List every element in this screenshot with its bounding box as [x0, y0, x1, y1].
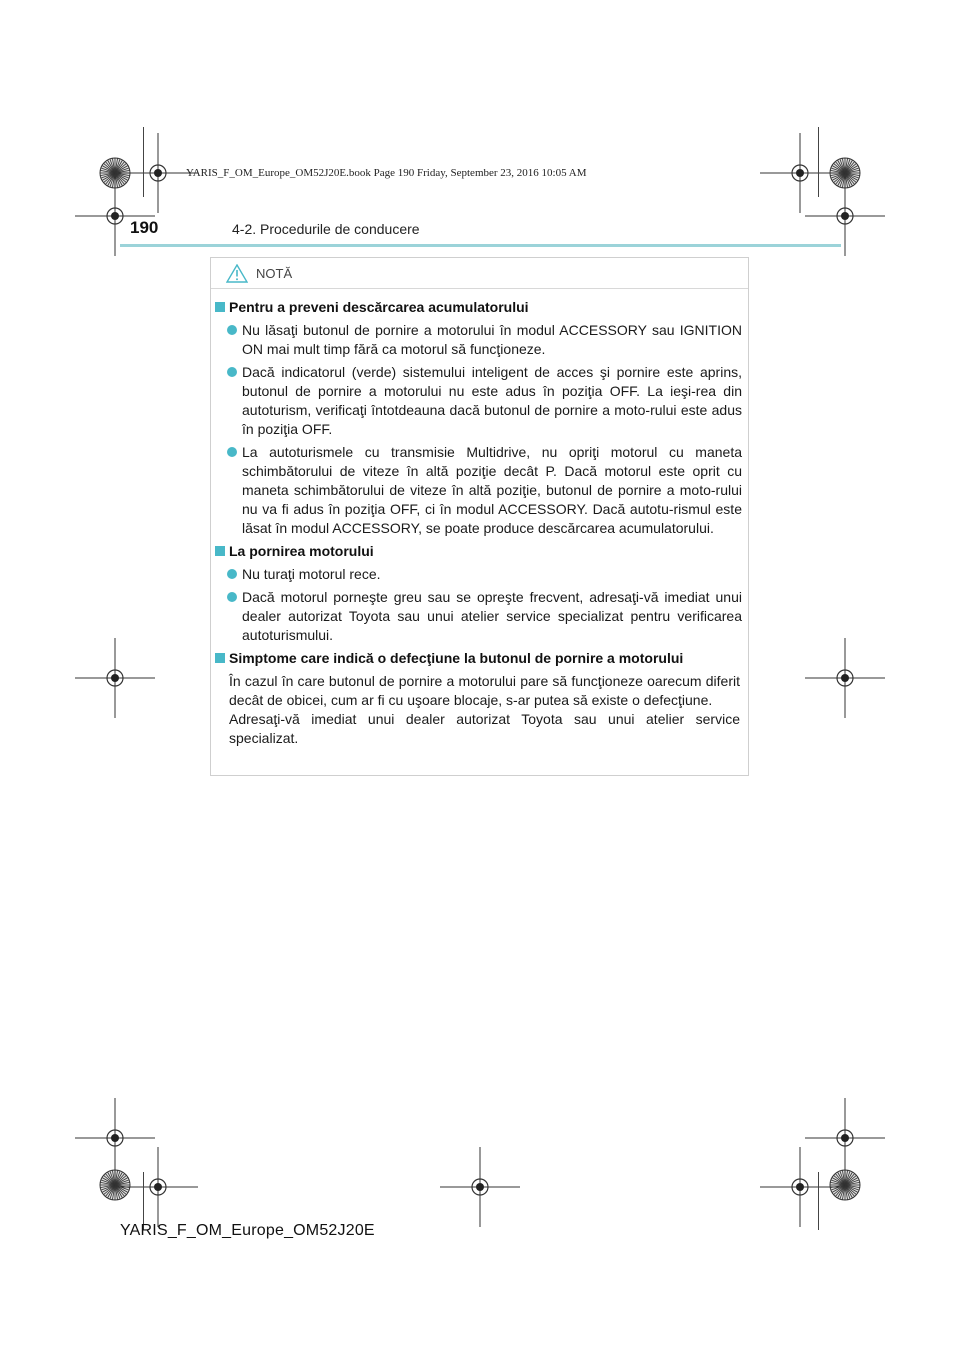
- warning-triangle-icon: [226, 264, 248, 283]
- crop-mark: [818, 127, 819, 197]
- section-heading: Pentru a preveni descărcarea acumulatorului: [211, 298, 750, 317]
- round-bullet-icon: [227, 592, 237, 602]
- round-bullet-icon: [227, 447, 237, 457]
- section-heading: La pornirea motorului: [211, 542, 750, 561]
- list-item: Nu turaţi motorul rece.: [211, 565, 750, 584]
- crop-mark: [143, 127, 144, 197]
- registration-crosshair-icon: [440, 1147, 520, 1227]
- page-number: 190: [130, 218, 159, 237]
- registration-crosshair-icon: [760, 1147, 840, 1227]
- list-item: Dacă indicatorul (verde) sistemului inteligent de acces şi pornire este aprins, butonul de pornire a motorului nu este adus în poziţia OFF. La ieşi-rea din autoturism, verificaţi întotdeauna dacă butonul de pornire a moto-rului este adus în poziţia OFF.: [211, 363, 750, 439]
- square-bullet-icon: [215, 653, 225, 663]
- round-bullet-icon: [227, 367, 237, 377]
- registration-crosshair-icon: [75, 638, 155, 718]
- list-item: La autoturismele cu transmisie Multidrive, nu opriţi motorul cu maneta schimbătorului de viteze în altă poziţie decât P. Dacă motorul este oprit cu maneta schimbătorului de viteze în altă poziţie, butonul de pornire a moto-rului nu va fi adus în poziţia OFF, ci în modul ACCESSORY. Dacă autotu-rismul este lăsat în modul ACCESSORY, se poate produce descărcarea acumulatorului.: [211, 443, 750, 538]
- crop-mark: [818, 1172, 819, 1230]
- note-label: NOTĂ: [256, 266, 293, 281]
- note-content: [211, 298, 750, 748]
- print-metadata-line: YARIS_F_OM_Europe_OM52J20E.book Page 190 Friday, September 23, 2016 10:05 AM: [186, 167, 587, 179]
- square-bullet-icon: [215, 546, 225, 556]
- round-bullet-icon: [227, 325, 237, 335]
- note-box: [210, 257, 749, 776]
- paragraph: Adresaţi-vă imediat unui dealer autorizat Toyota sau unui atelier service specializat.: [229, 711, 740, 746]
- note-header: [211, 258, 748, 289]
- section-title: 4-2. Procedurile de conducere: [232, 221, 420, 237]
- square-bullet-icon: [215, 302, 225, 312]
- registration-crosshair-icon: [805, 638, 885, 718]
- list-item: Dacă motorul porneşte greu sau se opreşte frecvent, adresaţi-vă imediat unui dealer autorizat Toyota sau unui atelier service specializat pentru verificarea autoturismului.: [211, 588, 750, 645]
- section-heading: Simptome care indică o defecţiune la butonul de pornire a motorului: [211, 649, 750, 668]
- registration-crosshair-icon: [118, 1147, 198, 1227]
- footer-document-code: YARIS_F_OM_Europe_OM52J20E: [120, 1222, 375, 1239]
- paragraph: În cazul în care butonul de pornire a motorului pare să funcţioneze oarecum diferit decât de obicei, cum ar fi cu uşoare blocaje, s-ar putea să existe o defecţiune.: [229, 673, 740, 708]
- round-bullet-icon: [227, 569, 237, 579]
- header-rule: [120, 244, 841, 247]
- list-item: Nu lăsaţi butonul de pornire a motorului în modul ACCESSORY sau IGNITION ON mai mult timp fără ca motorul să funcţioneze.: [211, 321, 750, 359]
